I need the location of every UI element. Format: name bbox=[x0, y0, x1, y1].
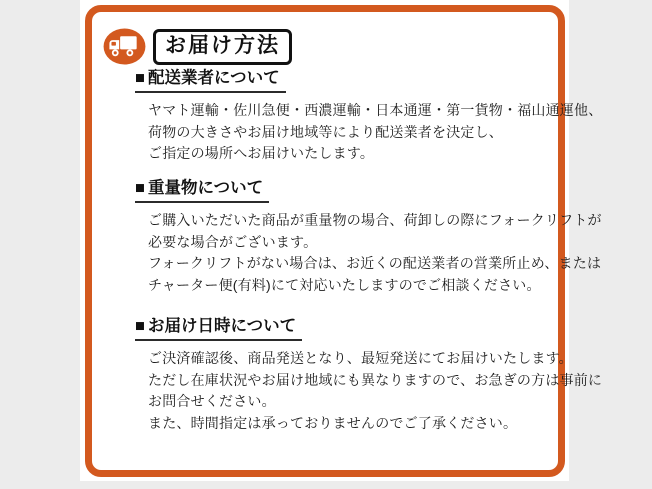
section-heading bbox=[135, 316, 302, 341]
body-line: フォークリフトがない場合は、お近くの配送業者の営業所止め、または bbox=[148, 255, 602, 271]
section-heading-text: お届け日時について bbox=[147, 317, 297, 335]
square-bullet-icon: ■ bbox=[135, 179, 145, 197]
delivery-info-card bbox=[80, 0, 603, 481]
section-heading bbox=[135, 68, 286, 93]
body-line: ヤマト運輸・佐川急便・西濃運輸・日本通運・第一貨物・福山通運他、 bbox=[148, 102, 603, 118]
body-line: 必要な場合がございます。 bbox=[148, 233, 318, 250]
section-body bbox=[148, 100, 603, 165]
body-line: 荷物の大きさやお届け地域等により配送業者を決定し、 bbox=[148, 123, 503, 140]
section-heading-text: 配送業者について bbox=[147, 69, 280, 87]
body-line: お問合せください。 bbox=[148, 393, 276, 409]
section-delivery-carriers bbox=[135, 68, 603, 165]
section-delivery-datetime bbox=[135, 316, 603, 434]
section-heavy-items bbox=[135, 178, 602, 296]
square-bullet-icon: ■ bbox=[135, 317, 145, 335]
body-line: ただし在庫状況やお届け地域にも異なりますので、お急ぎの方は事前に bbox=[148, 371, 603, 388]
section-heading bbox=[135, 178, 269, 203]
section-body bbox=[148, 348, 603, 434]
body-line: また、時間指定は承っておりませんのでご了承ください。 bbox=[148, 414, 518, 431]
card-header bbox=[103, 28, 292, 65]
body-line: ご指定の場所へお届けいたします。 bbox=[148, 145, 375, 161]
page-title: お届け方法 bbox=[153, 29, 292, 65]
section-body bbox=[148, 210, 602, 296]
square-bullet-icon: ■ bbox=[135, 69, 145, 87]
body-line: ご決済確認後、商品発送となり、最短発送にてお届けいたします。 bbox=[148, 350, 573, 366]
body-line: ご購入いただいた商品が重量物の場合、荷卸しの際にフォークリフトが bbox=[148, 212, 602, 228]
body-line: チャーター便(有料)にて対応いたしますのでご相談ください。 bbox=[148, 276, 541, 293]
truck-icon bbox=[103, 28, 146, 65]
section-heading-text: 重量物について bbox=[147, 179, 264, 197]
